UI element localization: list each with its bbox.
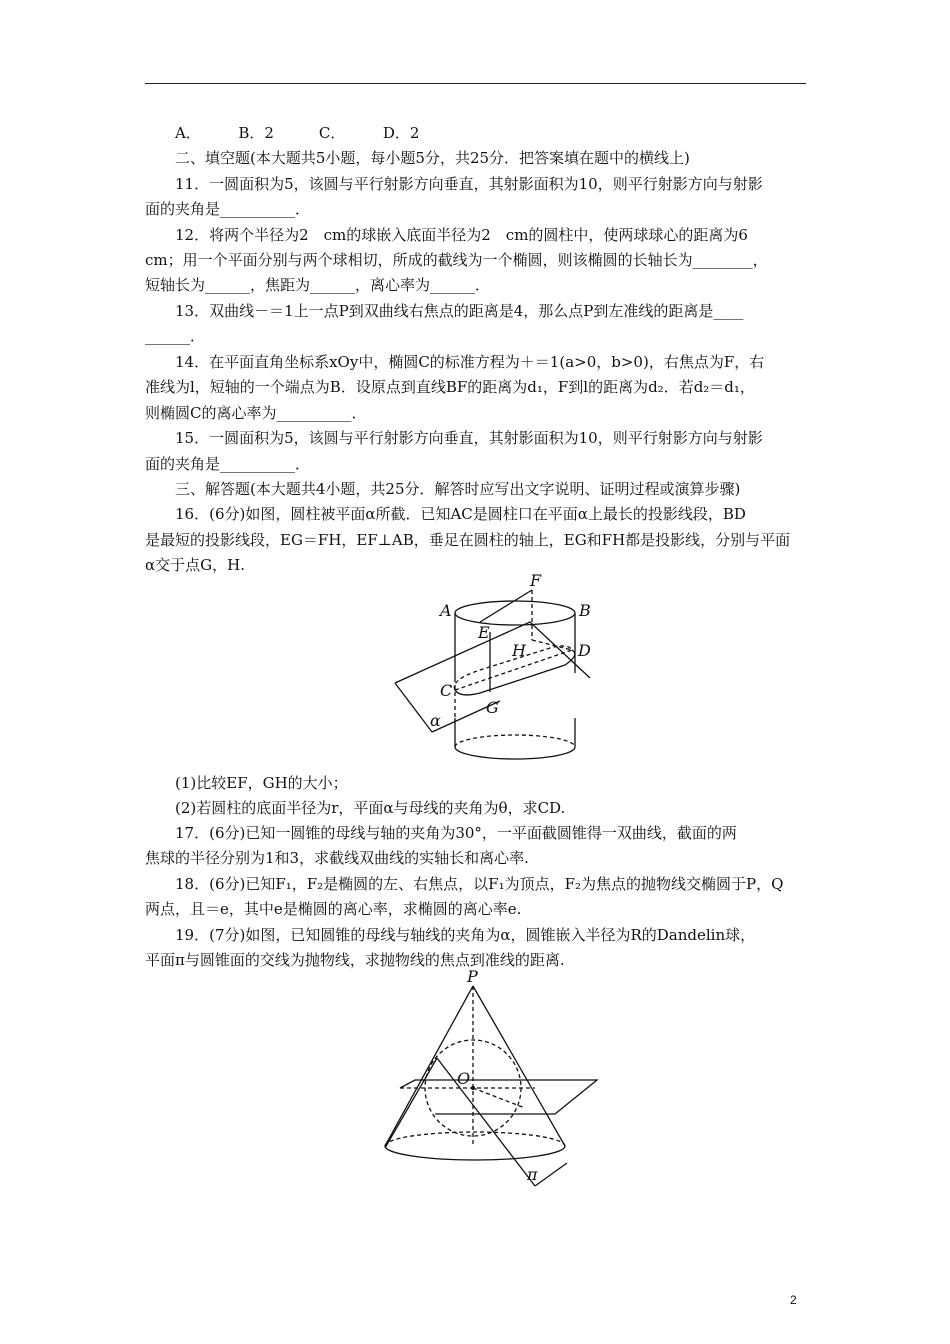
header-rule: [145, 83, 806, 84]
label-D: D: [578, 641, 591, 660]
q14-line-1: 14．在平面直角坐标系xOy中，椭圆C的标准方程为＋＝1(a>0，b>0)，右焦点为F，右: [175, 353, 765, 371]
section-3-heading: 三、解答题(本大题共4小题，共25分．解答时应写出文字说明、证明过程或演算步骤): [175, 480, 741, 498]
q17-line-1: 17．(6分)已知一圆锥的母线与轴的夹角为30°，一平面截圆锥得一双曲线，截面的两: [175, 824, 737, 842]
q11-line-2: 面的夹角是__________．: [145, 200, 311, 218]
q15-line-2: 面的夹角是__________．: [145, 455, 311, 473]
q17-line-2: 焦球的半径分别为1和3，求截线双曲线的实轴长和离心率.: [145, 849, 529, 867]
q16-line-1: 16．(6分)如图，圆柱被平面α所截．已知AC是圆柱口在平面α上最长的投影线段，BD: [175, 505, 746, 523]
label-P: P: [467, 968, 478, 986]
q19-line-1: 19．(7分)如图，已知圆锥的母线与轴线的夹角为α，圆锥嵌入半径为R的Dandelin球，: [175, 926, 756, 944]
page-number: 2: [790, 1293, 797, 1307]
label-alpha: α: [430, 711, 441, 730]
label-O: O: [457, 1069, 471, 1088]
q18-line-1: 18．(6分)已知F₁，F₂是椭圆的左、右焦点，以F₁为顶点，F₂为焦点的抛物线交椭圆于P，Q: [175, 875, 784, 893]
cylinder-figure: [390, 570, 600, 770]
cone-figure: [375, 968, 610, 1193]
q12-line-3: 短轴长为______，焦距为______，离心率为______．: [145, 276, 491, 294]
q16-line-3: α交于点G，H.: [145, 556, 245, 574]
center-point: [471, 1086, 475, 1090]
q14-line-2: 准线为l，短轴的一个端点为B．设原点到直线BF的距离为d₁，F到l的距离为d₂．若d₂＝d₁，: [145, 378, 755, 396]
q18-line-2: 两点，且＝e，其中e是椭圆的离心率，求椭圆的离心率e.: [145, 900, 522, 918]
choice-options: A． B．2 C． D．2: [175, 124, 420, 142]
q14-line-3: 则椭圆C的离心率为__________．: [145, 404, 367, 422]
q16-part-2: (2)若圆柱的底面半径为r，平面α与母线的夹角为θ，求CD.: [175, 799, 566, 817]
label-H: H: [512, 641, 526, 660]
label-A: A: [440, 601, 452, 620]
q11-line-1: 11．一圆面积为5，该圆与平行射影方向垂直，其射影面积为10，则平行射影方向与射影: [175, 175, 763, 193]
section-2-heading: 二、填空题(本大题共5小题，每小题5分，共25分．把答案填在题中的横线上): [175, 149, 690, 167]
label-C: C: [440, 681, 453, 700]
label-G: G: [486, 698, 499, 717]
label-B: B: [579, 601, 591, 620]
q13-line-1: 13．双曲线－＝1上一点P到双曲线右焦点的距离是4，那么点P到左准线的距离是____: [175, 302, 744, 320]
label-F: F: [530, 571, 542, 590]
q16-line-2: 是最短的投影线段，EG＝FH，EF⊥AB，垂足在圆柱的轴上，EG和FH都是投影线，分别与平面: [145, 531, 791, 549]
q16-part-1: (1)比较EF，GH的大小；: [175, 774, 348, 792]
label-pi: π: [527, 1165, 538, 1184]
q12-line-2: cm；用一个平面分别与两个球相切，所成的截线为一个椭圆，则该椭圆的长轴长为________，: [145, 251, 768, 269]
q15-line-1: 15．一圆面积为5，该圆与平行射影方向垂直，其射影面积为10，则平行射影方向与射影: [175, 429, 763, 447]
q19-line-2: 平面π与圆锥面的交线为抛物线，求抛物线的焦点到准线的距离.: [145, 951, 565, 969]
q12-line-1: 12．将两个半径为2 cm的球嵌入底面半径为2 cm的圆柱中，使两球球心的距离为6: [175, 226, 748, 244]
label-E: E: [478, 623, 490, 642]
q13-line-2: ______．: [145, 327, 206, 345]
